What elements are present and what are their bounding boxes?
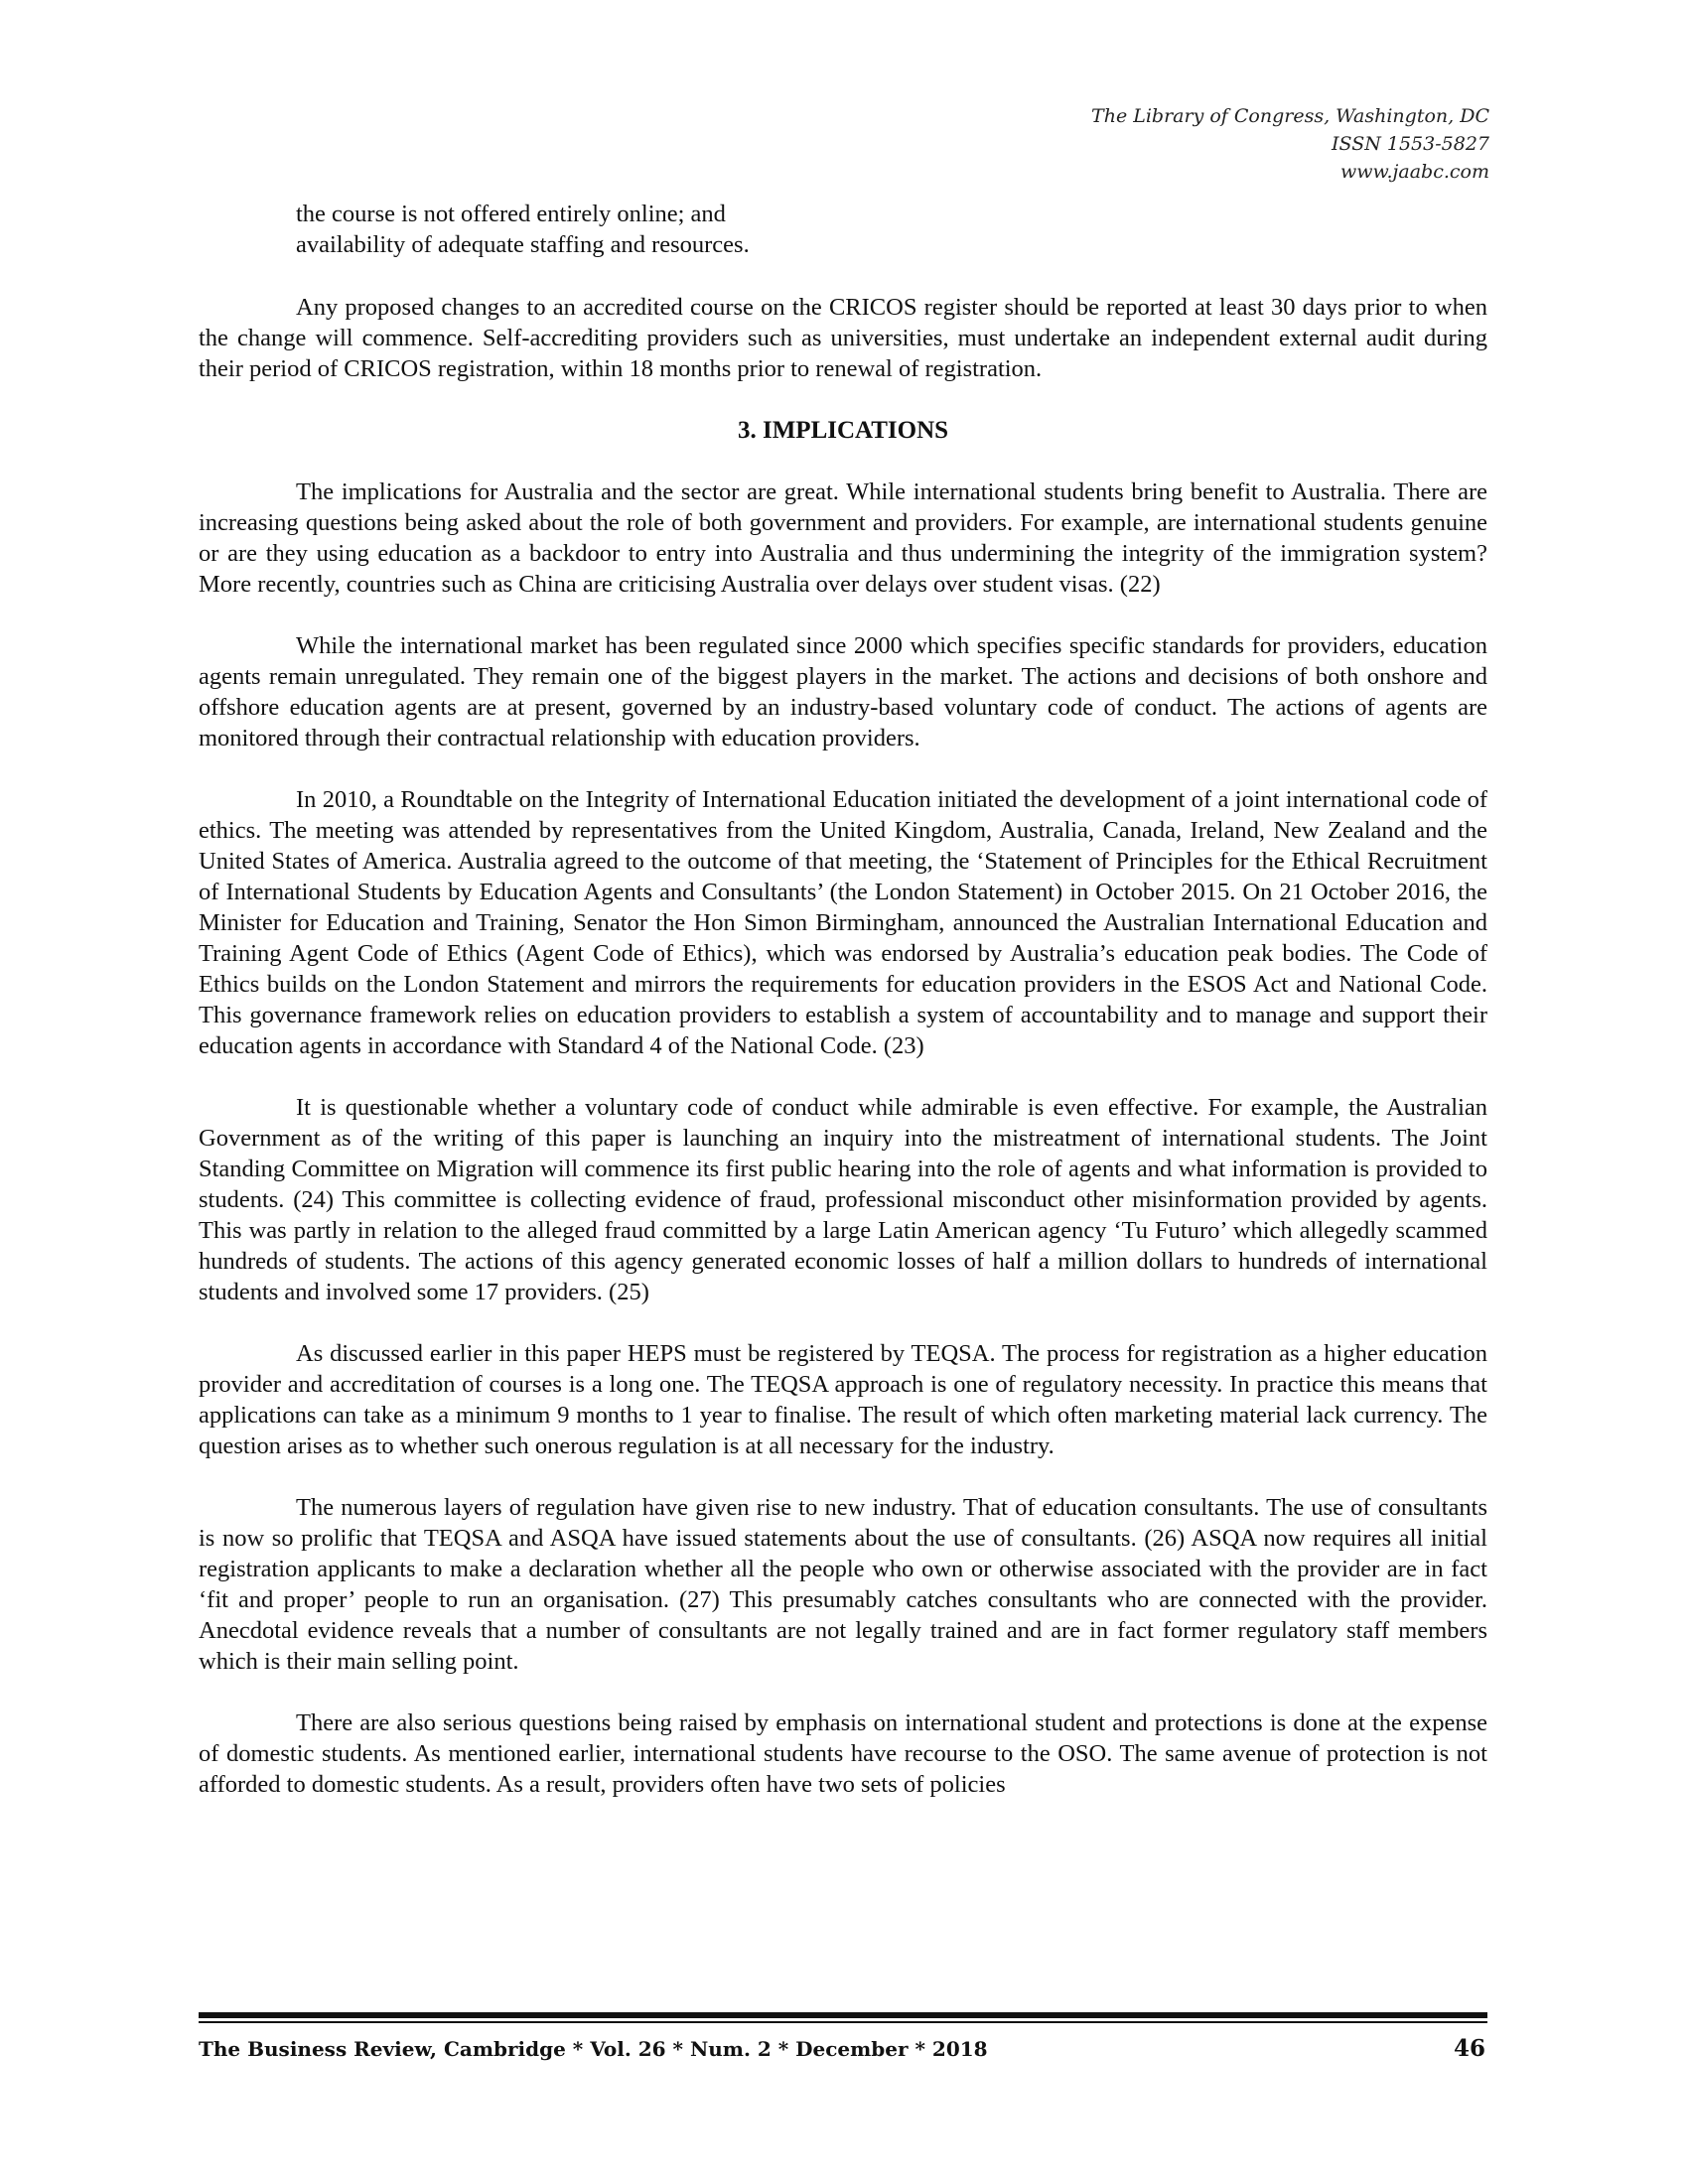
requirements-list — [199, 199, 1487, 260]
paragraph-implications: The implications for Australia and the sector are great. While international students bring benefit to Australia. There are increasing questions being asked about the role of both government and providers. For example, are international students genuine or are they using education as a backdoor to entry into Australia and thus undermining the integrity of the immigration system? More recently, countries such as China are criticising Australia over delays over student visas. (22) — [199, 478, 1487, 598]
paragraph-voluntary-code: It is questionable whether a voluntary code of conduct while admirable is even effective. For example, the Australian Government as of the writing of this paper is launching an inquiry into the mistreatment of international students. The Joint Standing Committee on Migration will commence its first public hearing into the role of agents and what information is provided to students. (24) This committee is collecting evidence of fraud, professional misconduct other misinformation provided by agents. This was partly in relation to the alleged fraud committed by a large Latin American agency ‘Tu Futuro’ which allegedly scammed hundreds of students. The actions of this agency generated economic losses of half a million dollars to hundreds of international students and involved some 17 providers. (25) — [199, 1094, 1487, 1305]
header-website-line: www.jaabc.com — [1339, 161, 1489, 183]
footer-journal-citation: The Business Review, Cambridge * Vol. 26 * Num. 2 * December * 2018 — [199, 2037, 988, 2061]
list-item: availability of adequate staffing and resources. — [296, 231, 750, 258]
section-heading: 3. IMPLICATIONS — [737, 417, 949, 444]
paragraph-teqsa-registration: As discussed earlier in this paper HEPS must be registered by TEQSA. The process for registration as a higher education provider and accreditation of courses is a long one. The TEQSA approach is one of regulatory necessity. In practice this means that applications can take as a minimum 9 months to 1 year to finalise. The result of which often marketing material lack currency. The question arises as to whether such onerous regulation is at all necessary for the industry. — [199, 1340, 1487, 1459]
footer-rule-thin — [199, 2021, 1487, 2023]
footer-rule-thick — [199, 2012, 1487, 2018]
header-issn-line: ISSN 1553-5827 — [1332, 133, 1489, 155]
list-item: the course is not offered entirely online; and — [296, 201, 726, 227]
paragraph-domestic-students: There are also serious questions being raised by emphasis on international student and protections is done at the expense of domestic students. As mentioned earlier, international students have recourse to the OSO. The same avenue of protection is not afforded to domestic students. As a result, providers often have two sets of policies — [199, 1709, 1487, 1798]
paragraph-education-agents: While the international market has been regulated since 2000 which specifies specific standards for providers, education agents remain unregulated. They remain one of the biggest players in the market. The actions and decisions of both onshore and offshore education agents are at present, governed by an industry-based voluntary code of conduct. The actions of agents are monitored through their contractual relationship with education providers. — [199, 632, 1487, 751]
page-number: 46 — [1453, 2035, 1485, 2062]
paragraph-consultants: The numerous layers of regulation have given rise to new industry. That of education consultants. The use of consultants is now so prolific that TEQSA and ASQA have issued statements about the use of consultants. (26) ASQA now requires all initial registration applicants to make a declaration whether all the people who own or otherwise associated with the provider are in fact ‘fit and proper’ people to run an organisation. (27) This presumably catches consultants who are connected with the provider. Anecdotal evidence reveals that a number of consultants are not legally trained and are in fact former regulatory staff members which is their main selling point. — [199, 1494, 1487, 1675]
header-library-line: The Library of Congress, Washington, DC — [1091, 105, 1489, 127]
article-body — [199, 199, 1487, 1831]
paragraph-roundtable: In 2010, a Roundtable on the Integrity of International Education initiated the development of a joint international code of ethics. The meeting was attended by representatives from the United Kingdom, Australia, Canada, Ireland, New Zealand and the United States of America. Australia agreed to the outcome of that meeting, the ‘Statement of Principles for the Ethical Recruitment of International Students by Education Agents and Consultants’ (the London Statement) in October 2015. On 21 October 2016, the Minister for Education and Training, Senator the Hon Simon Birmingham, announced the Australian International Education and Training Agent Code of Ethics (Agent Code of Ethics), which was endorsed by Australia’s education peak bodies. The Code of Ethics builds on the London Statement and mirrors the requirements for education providers in the ESOS Act and National Code. This governance framework relies on education providers to establish a system of accountability and to manage and support their education agents in accordance with Standard 4 of the National Code. (23) — [199, 786, 1487, 1059]
paragraph-cricos-changes: Any proposed changes to an accredited course on the CRICOS register should be reported at least 30 days prior to when the change will commence. Self-accrediting providers such as universities, must undertake an independent external audit during their period of CRICOS registration, within 18 months prior to renewal of registration. — [199, 294, 1487, 382]
running-header — [1091, 102, 1489, 186]
